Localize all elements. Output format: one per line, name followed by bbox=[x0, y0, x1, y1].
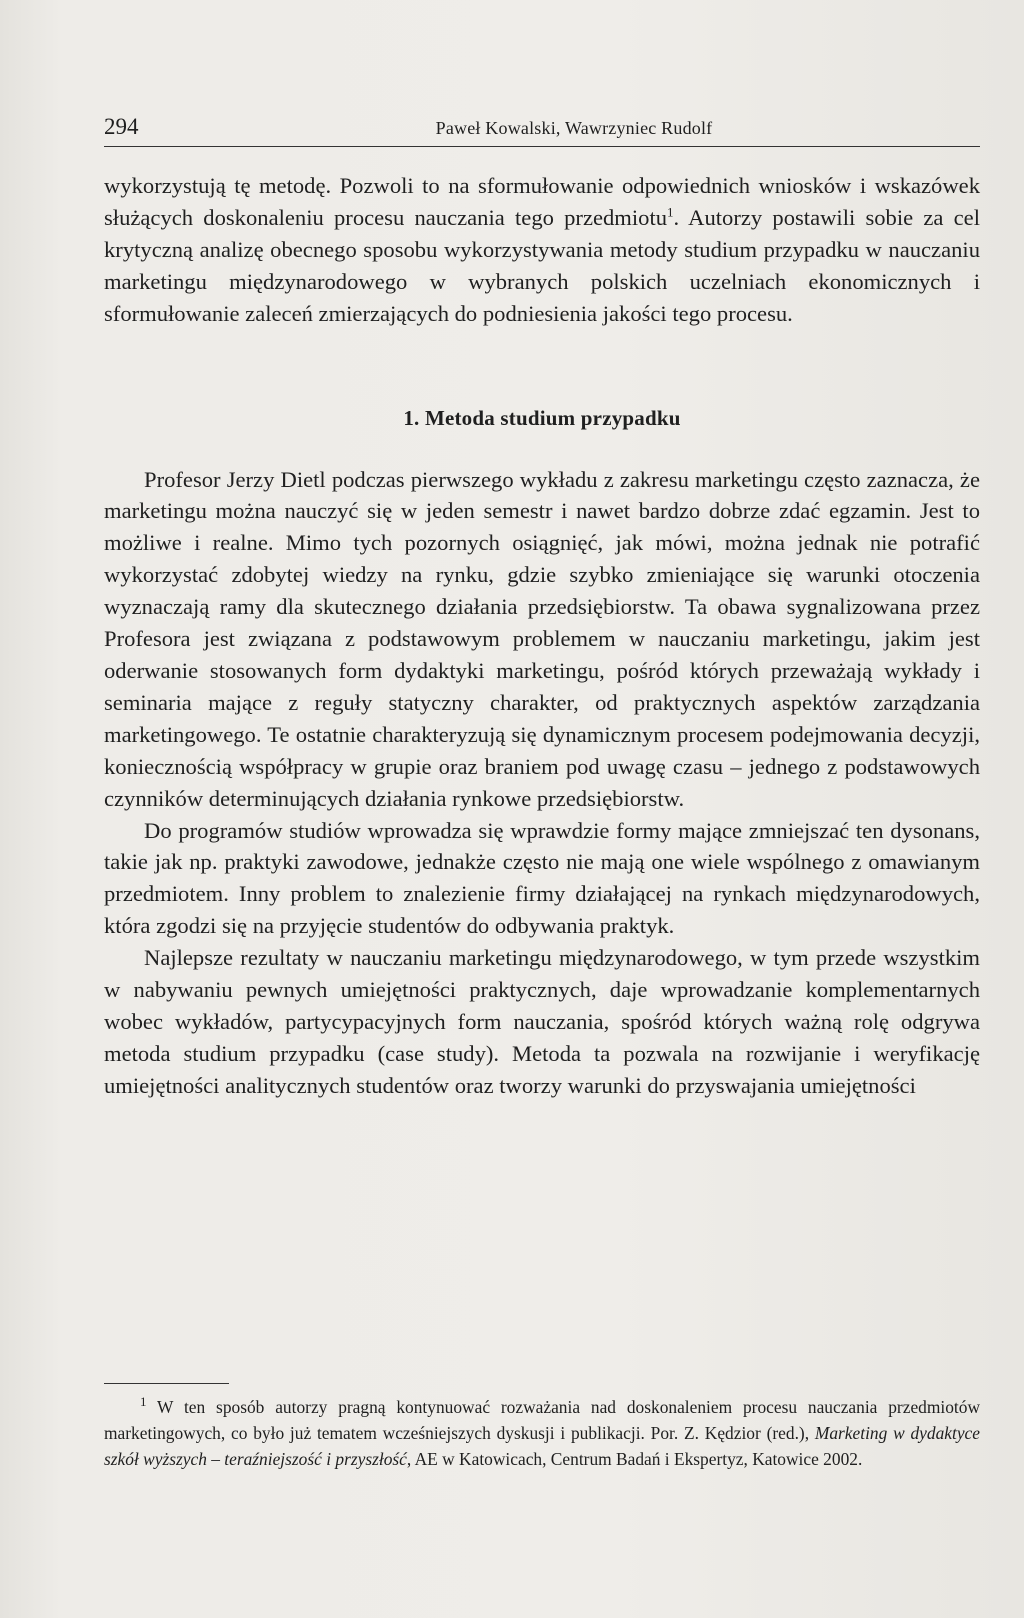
cited-title: Marketing w dydaktyce szkół wyższych – teraźniejszość i przyszłość bbox=[104, 1423, 980, 1470]
paragraph bbox=[104, 170, 980, 330]
page-header bbox=[104, 112, 980, 147]
paragraph-text: . Autorzy postawili sobie za cel krytyczną analizę obecnego sposobu wykorzystywania metody studium przypadku w nauczaniu marketingu międzynarodowego w wybranych polskich uczelniach ekonomicznych i sformułowanie zaleceń zmierzających do podniesienia jakości tego procesu. bbox=[104, 204, 980, 326]
footnote-text bbox=[104, 1394, 980, 1473]
body-text bbox=[104, 170, 980, 1102]
footnote-body: , AE w Katowicach, Centrum Badań i Ekspertyz, Katowice 2002. bbox=[406, 1449, 863, 1470]
running-head: Paweł Kowalski, Wawrzyniec Rudolf bbox=[435, 118, 713, 138]
section-heading: 1. Metoda studium przypadku bbox=[403, 405, 681, 430]
footnote-separator bbox=[104, 1383, 229, 1384]
paragraph: Do programów studiów wprowadza się wprawdzie formy mające zmniejszać ten dysonans, takie jak np. praktyki zawodowe, jednakże często nie mają one wiele wspólnego z omawianym przedmiotem. Inny problem to znalezienie firmy działającej na rynkach międzynarodowych, która zgodzi się na przyjęcie studentów do odbywania praktyk. bbox=[104, 817, 980, 939]
footnote-reference: 1 bbox=[667, 204, 674, 220]
footnote-marker: 1 bbox=[140, 1394, 147, 1410]
footnote-body: W ten sposób autorzy pragną kontynuować rozważania nad doskonaleniem procesu nauczania przedmiotów marketingowych, co było już tematem wcześniejszych dyskusji i publikacji. Por. Z. Kędzior (red.), bbox=[104, 1397, 980, 1444]
paragraph: Profesor Jerzy Dietl podczas pierwszego wykładu z zakresu marketingu często zaznacza, że marketingu można nauczyć się w jeden semestr i nawet bardzo dobrze zdać egzamin. Jest to możliwe i realne. Mimo tych pozornych osiągnięć, jak mówi, można jednak nie potrafić wykorzystać zdobytej wiedzy na rynku, gdzie szybko zmieniające się warunki otoczenia wyznaczają ramy dla skutecznego działania przedsiębiorstw. Ta obawa sygnalizowana przez Profesora jest związana z podstawowym problemem w nauczaniu marketingu, jakim jest oderwanie stosowanych form dydaktyki marketingu, pośród których przeważają wykłady i seminaria mające z reguły statyczny charakter, od praktycznych aspektów zarządzania marketingowego. Te ostatnie charakteryzują się dynamicznym procesem podejmowania decyzji, koniecznością współpracy w grupie oraz braniem pod uwagę czasu – jednego z podstawowych czynników determinujących działania rynkowe przedsiębiorstw. bbox=[104, 466, 980, 811]
page-number: 294 bbox=[104, 114, 139, 139]
paragraph: Najlepsze rezultaty w nauczaniu marketingu międzynarodowego, w tym przede wszystkim w nabywaniu pewnych umiejętności praktycznych, daje wprowadzanie komplementarnych wobec wykładów, partycypacyjnych form nauczania, spośród których ważną rolę odgrywa metoda studium przypadku (case study). Metoda ta pozwala na rozwijanie i weryfikację umiejętności analitycznych studentów oraz tworzy warunki do przyswajania umiejętności bbox=[104, 945, 980, 1098]
paragraph-text: wykorzystują tę metodę. Pozwoli to na sformułowanie odpowiednich wniosków i wskazówek służących doskonaleniu procesu nauczania tego przedmiotu bbox=[104, 173, 980, 230]
footnote bbox=[104, 1394, 980, 1473]
